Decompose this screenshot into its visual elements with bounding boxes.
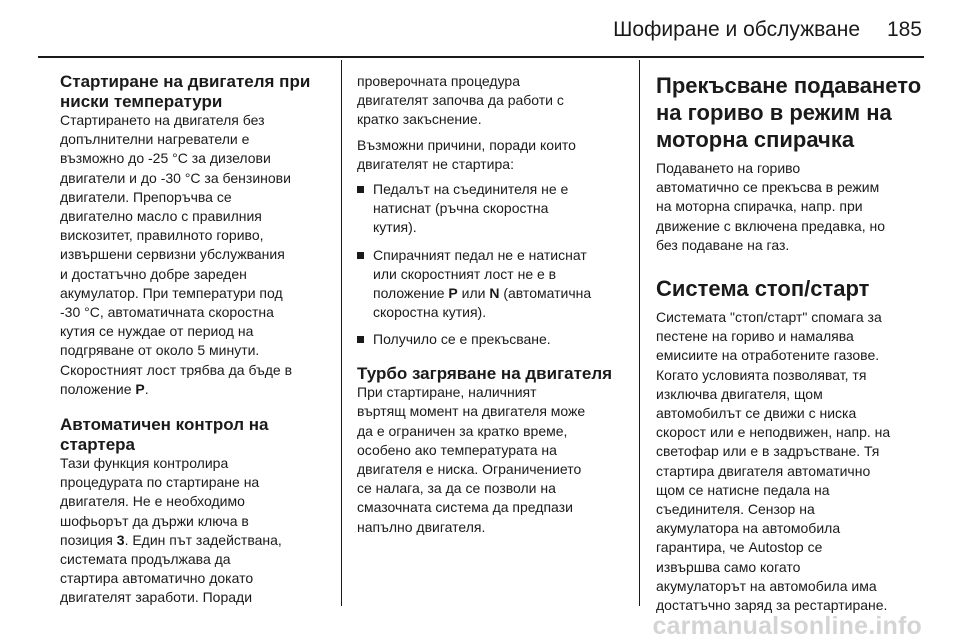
header-divider: [38, 56, 924, 58]
list-item: Спирачният педал не е натиснат или скоростният лост не е в положение P или N (автоматична скоростна кутия).: [357, 246, 633, 323]
paragraph-fuel-cutoff: Подаването на гориво автоматично се прекъсва в режим на моторна спирачка, напр. при движение с включена предавка, но без подаване на газ.: [656, 160, 886, 253]
section-heading-stop-start: Система стоп/старт: [656, 276, 870, 302]
paragraph-turbo-warmup: При стартиране, наличният въртящ момент на двигателя може да е ограничен за кратко време, особено ако температурата на двигателя е ниска. Ограничението се налага, за да се позволи на смазочната система да предпази напълно двигателя.: [357, 384, 586, 535]
causes-list: [357, 180, 633, 350]
section-heading-cold-start: Стартиране на двигателя при ниски температури: [60, 72, 311, 111]
section-heading-turbo-warmup: Турбо загряване на двигателя: [357, 363, 613, 383]
column-right: [656, 72, 928, 615]
paragraph-starter-control: Тази функция контролира процедурата по стартиране на двигателя. Не е необходимо шофьорът да държи ключа в позиция 3. Един път задействана, системата продължава да стартира автоматично докато двигателят заработи. Поради: [60, 455, 282, 606]
list-item: Получило се е прекъсване.: [357, 330, 633, 349]
section-heading-starter-control: Автоматичен контрол на стартера: [60, 415, 269, 454]
paragraph-stop-start: Системата "стоп/старт" спомага за пестене на гориво и намалява емисиите на отработените газове. Когато условията позволяват, тя изключва двигателя, щом автомобилът се движи с ниска скорост или е неподвижен, напр. на светофар или е в задръстване. Тя стартира двигателя автоматично щом се натисне педала на съединителя. Сензор на акумулатора на автомобила гарантира, че Autostop се извършва само когато акумулаторът на автомобила има достатъчно заряд за рестартиране.: [656, 309, 891, 614]
running-header-title: Шофиране и обслужване: [613, 18, 860, 41]
column-left: [60, 72, 332, 608]
watermark-text: carmanualsonline.info: [652, 612, 922, 640]
paragraph-check-procedure: проверочната процедура двигателят започва да работи с кратко закъснение.: [357, 73, 564, 128]
list-item: Педалът на съединителя не е натиснат (ръчна скоростна кутия).: [357, 180, 633, 238]
column-divider-1: [341, 60, 342, 606]
paragraph-possible-causes: Възможни причини, поради които двигателят не стартира:: [357, 136, 576, 172]
column-divider-2: [639, 60, 640, 606]
paragraph-cold-start: Стартирането на двигателя без допълнителни нагреватели е възможно до -25 °C за дизелови двигатели и до -30 °C за бензинови двигатели. Препоръчва се двигателно масло с правилния вискозитет, правилното гориво, извършени сервизни убслужвания и достатъчно добре зареден акумулатор. При температури под -30 °C, автоматичната скоростна кутия се нуждае от период на подгряване от около 5 минути. Скоростният лост трябва да бъде в положение P.: [60, 112, 293, 397]
column-middle: [357, 72, 633, 537]
section-heading-fuel-cutoff: Прекъсване подаването на гориво в режим на моторна спирачка: [656, 73, 922, 152]
page-number: 185: [886, 18, 922, 41]
